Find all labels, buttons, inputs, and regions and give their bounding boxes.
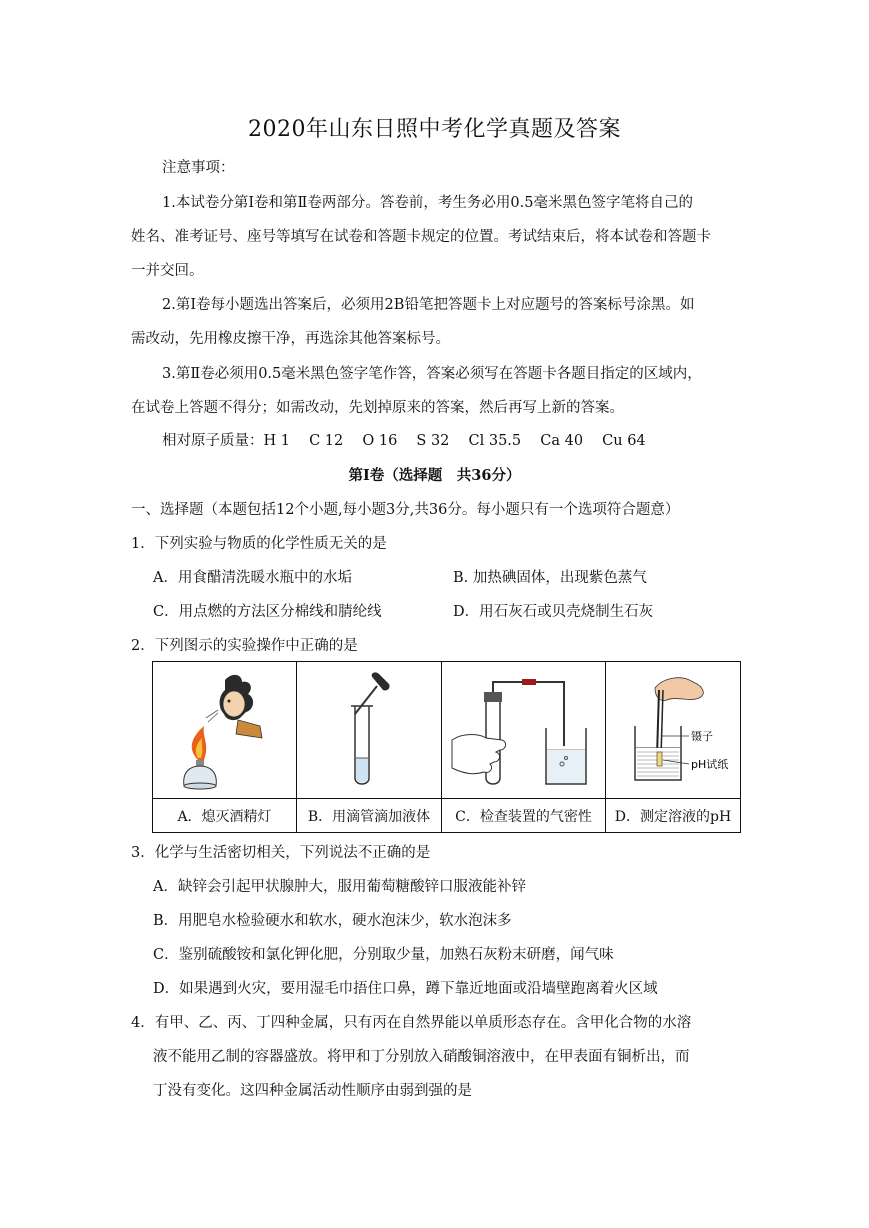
figure-a-cell <box>153 662 297 799</box>
airtightness-check-illustration <box>446 668 601 793</box>
notice-heading: 注意事项： <box>162 160 235 176</box>
q1-option-a: A．用食醋清洗暖水瓶中的水垢 <box>153 570 352 586</box>
ph-paper-label: pH试纸 <box>690 757 728 771</box>
caption-a: A．熄灭酒精灯 <box>153 799 297 833</box>
notice-item1-line3: 一并交回。 <box>131 263 204 279</box>
atomic-mass: 相对原子质量：H 1 C 12 O 16 S 32 Cl 35.5 Ca 40 Cu 64 <box>162 433 646 449</box>
dropper-tube-illustration <box>329 668 409 793</box>
q3-option-a: A．缺锌会引起甲状腺肿大，服用葡萄糖酸锌口服液能补锌 <box>153 879 526 895</box>
q1-stem: 1．下列实验与物质的化学性质无关的是 <box>131 536 387 552</box>
q4-line3: 丁没有变化。这四种金属活动性顺序由弱到强的是 <box>153 1083 472 1099</box>
caption-b: B．用滴管滴加液体 <box>297 799 442 833</box>
q2-figure-table <box>152 661 741 833</box>
caption-c: C．检查装置的气密性 <box>442 799 606 833</box>
tweezers-label: 镊子 <box>690 729 713 743</box>
figure-c-cell <box>442 662 606 799</box>
page-title: 2020年山东日照中考化学真题及答案 <box>248 117 621 142</box>
ph-test-illustration <box>611 668 736 793</box>
notice-item2-line1: 2.第Ⅰ卷每小题选出答案后，必须用2B铅笔把答题卡上对应题号的答案标号涂黑。如 <box>162 297 695 313</box>
q4-line2: 液不能用乙制的容器盛放。将甲和丁分别放入硝酸铜溶液中，在甲表面有铜析出，而 <box>153 1049 690 1065</box>
q4-line1: 4．有甲、乙、丙、丁四种金属，只有丙在自然界能以单质形态存在。含甲化合物的水溶 <box>131 1015 692 1031</box>
q2-stem: 2．下列图示的实验操作中正确的是 <box>131 638 358 654</box>
q1-option-b: B. 加热碘固体，出现紫色蒸气 <box>453 570 647 586</box>
blow-out-lamp-illustration <box>170 668 280 793</box>
caption-d: D．测定溶液的pH <box>606 799 741 833</box>
q3-stem: 3．化学与生活密切相关，下列说法不正确的是 <box>131 845 431 861</box>
q1-option-d: D．用石灰石或贝壳烧制生石灰 <box>453 604 654 620</box>
figure-b-cell <box>297 662 442 799</box>
q3-option-d: D．如果遇到火灾，要用湿毛巾捂住口鼻，蹲下靠近地面或沿墙壁跑离着火区域 <box>153 981 658 997</box>
notice-item1-line2: 姓名、准考证号、座号等填写在试卷和答题卡规定的位置。考试结束后，将本试卷和答题卡 <box>131 229 711 245</box>
notice-item2-line2: 需改动，先用橡皮擦干净，再选涂其他答案标号。 <box>131 331 450 347</box>
figure-d-cell <box>606 662 741 799</box>
q3-option-b: B．用肥皂水检验硬水和软水，硬水泡沫少，软水泡沫多 <box>153 913 512 929</box>
notice-item3-line1: 3.第Ⅱ卷必须用0.5毫米黑色签字笔作答，答案必须写在答题卡各题目指定的区域内， <box>162 366 702 382</box>
section-title: 第Ⅰ卷（选择题 共36分） <box>348 467 521 484</box>
q1-option-c: C．用点燃的方法区分棉线和腈纶线 <box>153 604 382 620</box>
part-heading: 一、选择题（本题包括12个小题,每小题3分,共36分。每小题只有一个选项符合题意） <box>131 502 680 518</box>
notice-item1-line1: 1.本试卷分第Ⅰ卷和第Ⅱ卷两部分。答卷前，考生务必用0.5毫米黑色签字笔将自己的 <box>162 195 693 211</box>
notice-item3-line2: 在试卷上答题不得分；如需改动，先划掉原来的答案，然后再写上新的答案。 <box>131 400 624 416</box>
q3-option-c: C．鉴别硫酸铵和氯化钾化肥，分别取少量，加熟石灰粉末研磨，闻气味 <box>153 947 614 963</box>
